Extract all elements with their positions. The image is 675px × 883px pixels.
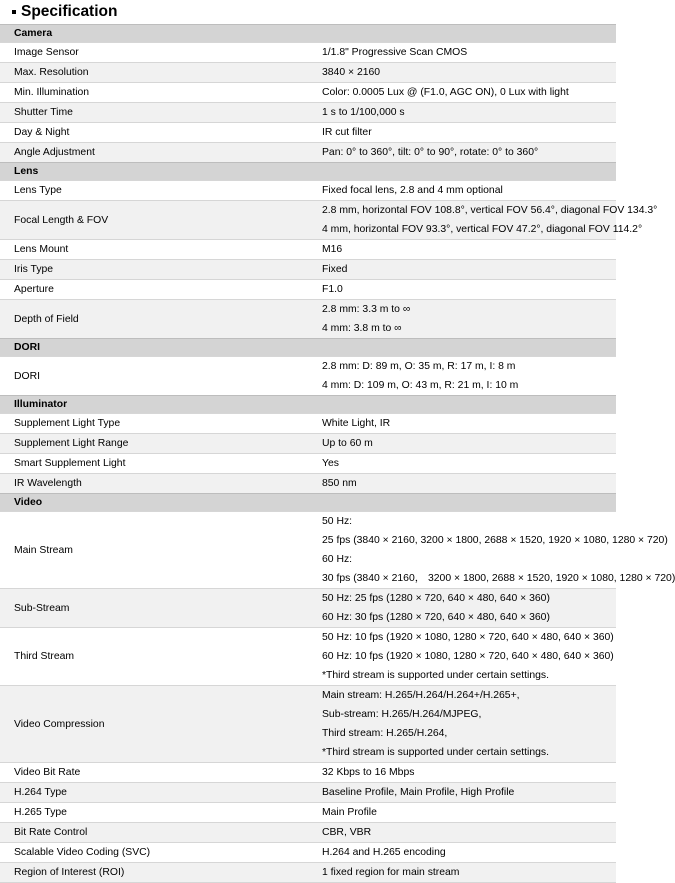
spec-row	[0, 280, 616, 300]
section-header	[0, 339, 616, 357]
spec-row	[0, 512, 616, 589]
spec-row	[0, 181, 616, 201]
spec-label: Focal Length & FOV	[0, 201, 308, 240]
spec-value	[308, 843, 616, 863]
spec-label: Video Bit Rate	[0, 763, 308, 783]
spec-row	[0, 103, 616, 123]
spec-value-line: Baseline Profile, Main Profile, High Profile	[322, 787, 515, 798]
spec-value-line: 25 fps (3840 × 2160, 3200 × 1800, 2688 × 1520, 1920 × 1080, 1280 × 720)	[322, 535, 668, 546]
spec-value-line: 4 mm: D: 109 m, O: 43 m, R: 21 m, I: 10 m	[322, 380, 519, 391]
spec-row	[0, 201, 616, 240]
spec-value	[308, 280, 616, 300]
spec-value-line: Color: 0.0005 Lux @ (F1.0, AGC ON), 0 Lux with light	[322, 87, 569, 98]
spec-label: Day & Night	[0, 123, 308, 143]
spec-row	[0, 589, 616, 628]
section-header	[0, 25, 616, 43]
spec-value-line: Fixed	[322, 264, 348, 275]
spec-label: Angle Adjustment	[0, 143, 308, 163]
spec-value	[308, 43, 616, 63]
spec-value	[308, 628, 616, 686]
section-header-label: DORI	[0, 339, 616, 357]
spec-label: Third Stream	[0, 628, 308, 686]
spec-label: Scalable Video Coding (SVC)	[0, 843, 308, 863]
spec-value	[308, 589, 616, 628]
spec-row	[0, 454, 616, 474]
spec-row	[0, 83, 616, 103]
spec-label: Iris Type	[0, 260, 308, 280]
spec-value-line: 50 Hz: 25 fps (1280 × 720, 640 × 480, 640 × 360)	[322, 593, 550, 604]
spec-row	[0, 474, 616, 494]
spec-label: Video Compression	[0, 686, 308, 763]
spec-value-line: 60 Hz: 10 fps (1920 × 1080, 1280 × 720, 640 × 480, 640 × 360)	[322, 651, 614, 662]
spec-label: IR Wavelength	[0, 474, 308, 494]
spec-value-line: 4 mm: 3.8 m to ∞	[322, 323, 402, 334]
spec-value-line: 60 Hz: 30 fps (1280 × 720, 640 × 480, 640 × 360)	[322, 612, 550, 623]
spec-label: Bit Rate Control	[0, 823, 308, 843]
spec-label: H.265 Type	[0, 803, 308, 823]
spec-row	[0, 863, 616, 883]
section-header-label: Video	[0, 494, 616, 512]
spec-value	[308, 686, 616, 763]
spec-value-line: Yes	[322, 458, 339, 469]
spec-value	[308, 783, 616, 803]
spec-label: Supplement Light Range	[0, 434, 308, 454]
spec-row	[0, 843, 616, 863]
spec-value	[308, 300, 616, 339]
spec-value	[308, 512, 675, 589]
spec-value-line: Sub-stream: H.265/H.264/MJPEG,	[322, 709, 482, 720]
spec-value	[308, 181, 616, 201]
spec-row	[0, 357, 616, 396]
spec-value-line: 2.8 mm, horizontal FOV 108.8°, vertical FOV 56.4°, diagonal FOV 134.3°	[322, 205, 658, 216]
spec-value-line: 2.8 mm: D: 89 m, O: 35 m, R: 17 m, I: 8 m	[322, 361, 516, 372]
spec-value-line: 1 s to 1/100,000 s	[322, 107, 405, 118]
spec-label: Shutter Time	[0, 103, 308, 123]
spec-label: Min. Illumination	[0, 83, 308, 103]
spec-value-line: Fixed focal lens, 2.8 and 4 mm optional	[322, 185, 503, 196]
spec-row	[0, 414, 616, 434]
spec-row	[0, 783, 616, 803]
spec-value-line: *Third stream is supported under certain settings.	[322, 747, 549, 758]
spec-label: Aperture	[0, 280, 308, 300]
spec-value-line: Pan: 0° to 360°, tilt: 0° to 90°, rotate: 0° to 360°	[322, 147, 539, 158]
spec-value-line: CBR, VBR	[322, 827, 372, 838]
spec-row	[0, 300, 616, 339]
spec-value	[308, 863, 616, 883]
spec-row	[0, 763, 616, 783]
spec-value-line: H.264 and H.265 encoding	[322, 847, 446, 858]
spec-table-body	[0, 25, 675, 883]
spec-value	[308, 260, 616, 280]
spec-row	[0, 434, 616, 454]
spec-table	[0, 24, 675, 883]
spec-value-line: Up to 60 m	[322, 438, 373, 449]
spec-value	[308, 414, 616, 434]
spec-row	[0, 143, 616, 163]
spec-value-line: *Third stream is supported under certain settings.	[322, 670, 549, 681]
spec-value	[308, 123, 616, 143]
spec-value-line: 4 mm, horizontal FOV 93.3°, vertical FOV 47.2°, diagonal FOV 114.2°	[322, 224, 643, 235]
spec-value	[308, 454, 616, 474]
spec-label: Main Stream	[0, 512, 308, 589]
spec-label: Sub-Stream	[0, 589, 308, 628]
spec-value	[308, 823, 616, 843]
spec-value-line: M16	[322, 244, 343, 255]
section-header	[0, 494, 616, 512]
spec-value	[308, 803, 616, 823]
spec-value	[308, 763, 616, 783]
spec-value-line: 1 fixed region for main stream	[322, 867, 460, 878]
spec-value-line: F1.0	[322, 284, 343, 295]
spec-value-line: Third stream: H.265/H.264,	[322, 728, 448, 739]
spec-value-line: 50 Hz: 10 fps (1920 × 1080, 1280 × 720, 640 × 480, 640 × 360)	[322, 632, 614, 643]
spec-value	[308, 240, 616, 260]
spec-value-line: IR cut filter	[322, 127, 372, 138]
spec-row	[0, 240, 616, 260]
spec-value-line: Main Profile	[322, 807, 377, 818]
spec-value	[308, 103, 616, 123]
spec-row	[0, 823, 616, 843]
spec-row	[0, 686, 616, 763]
spec-value-line: White Light, IR	[322, 418, 391, 429]
spec-label: Depth of Field	[0, 300, 308, 339]
spec-label: Region of Interest (ROI)	[0, 863, 308, 883]
spec-value	[308, 434, 616, 454]
spec-label: Lens Mount	[0, 240, 308, 260]
spec-label: Smart Supplement Light	[0, 454, 308, 474]
section-header	[0, 396, 616, 414]
spec-row	[0, 628, 616, 686]
spec-value-line: 1/1.8" Progressive Scan CMOS	[322, 47, 468, 58]
spec-value-line: 850 nm	[322, 478, 357, 489]
spec-value-line: Main stream: H.265/H.264/H.264+/H.265+,	[322, 690, 520, 701]
spec-row	[0, 43, 616, 63]
spec-label: Lens Type	[0, 181, 308, 201]
page-title-text: Specification	[21, 3, 118, 20]
spec-value-line: 50 Hz:	[322, 516, 353, 527]
section-header-label: Camera	[0, 25, 616, 43]
spec-value	[308, 201, 658, 240]
spec-value-line: 2.8 mm: 3.3 m to ∞	[322, 304, 411, 315]
spec-label: H.264 Type	[0, 783, 308, 803]
spec-label: DORI	[0, 357, 308, 396]
spec-label: Max. Resolution	[0, 63, 308, 83]
spec-row	[0, 63, 616, 83]
bullet-icon	[12, 10, 16, 14]
section-header-label: Lens	[0, 163, 616, 181]
spec-row	[0, 803, 616, 823]
spec-value	[308, 474, 616, 494]
spec-label: Image Sensor	[0, 43, 308, 63]
spec-value-line: 32 Kbps to 16 Mbps	[322, 767, 415, 778]
spec-value	[308, 143, 616, 163]
section-header-label: Illuminator	[0, 396, 616, 414]
spec-row	[0, 123, 616, 143]
page-title	[0, 0, 620, 24]
spec-value-line: 3840 × 2160	[322, 67, 381, 78]
spec-value	[308, 63, 616, 83]
spec-label: Supplement Light Type	[0, 414, 308, 434]
spec-value	[308, 83, 616, 103]
spec-value-line: 60 Hz:	[322, 554, 353, 565]
spec-row	[0, 260, 616, 280]
spec-value-line: 30 fps (3840 × 2160， 3200 × 1800, 2688 × 1520, 1920 × 1080, 1280 × 720)	[322, 573, 675, 584]
section-header	[0, 163, 616, 181]
spec-value	[308, 357, 616, 396]
